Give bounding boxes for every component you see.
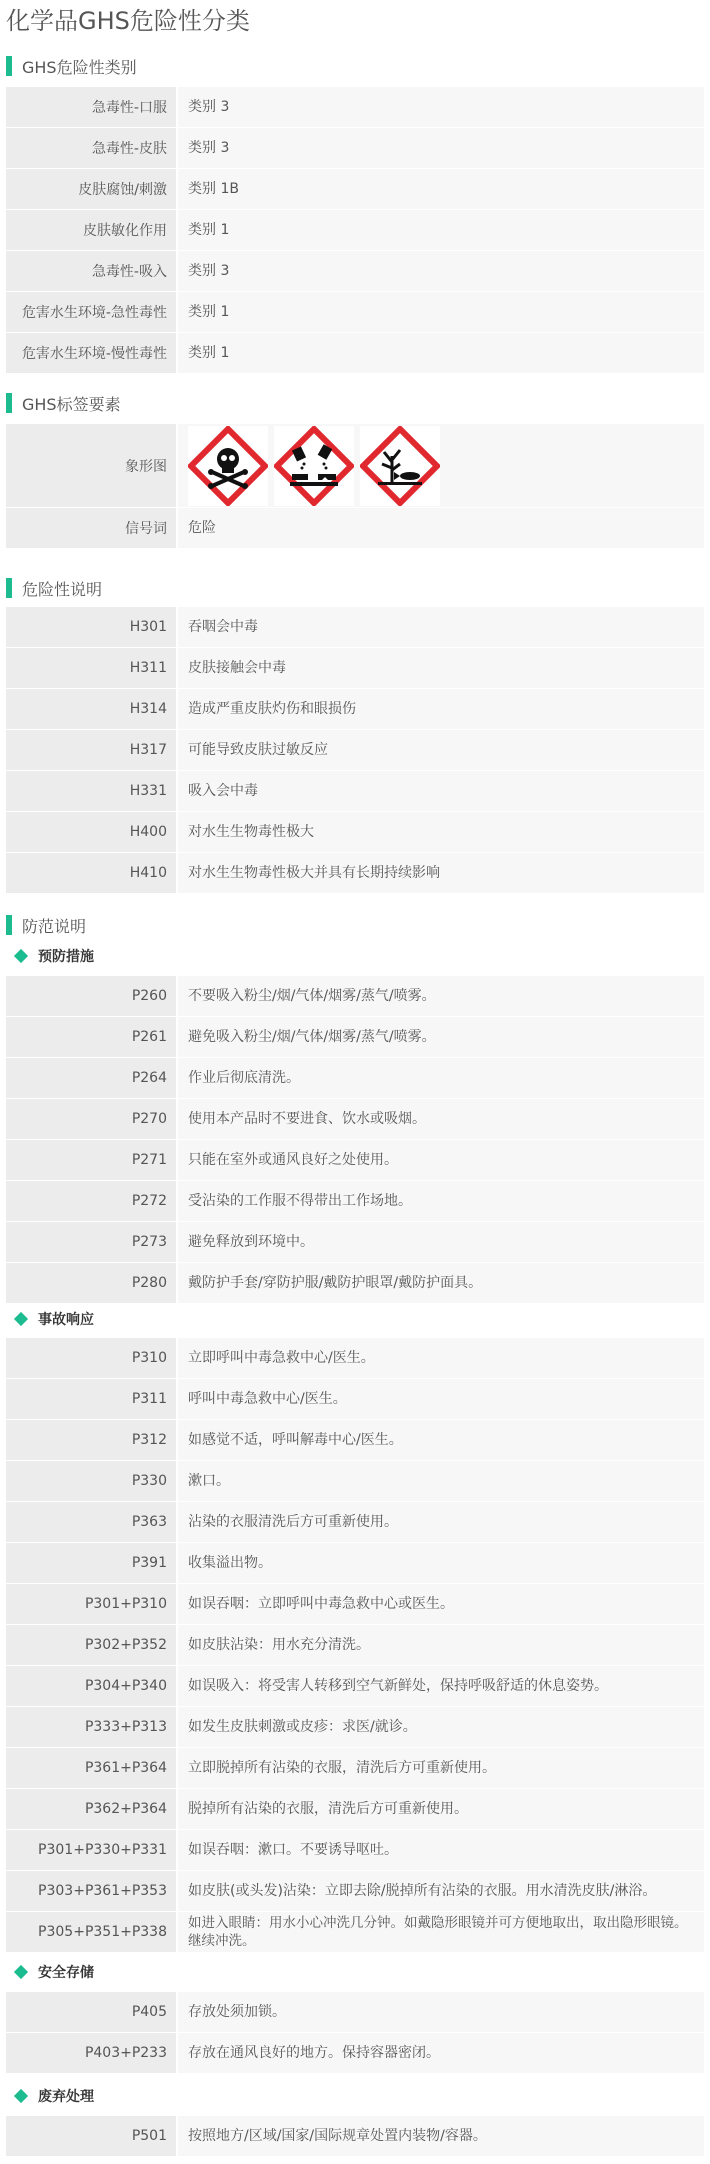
prevention-row-key: P264 <box>6 1058 176 1098</box>
classification-row <box>6 333 704 374</box>
storage-row-value: 存放在通风良好的地方。保持容器密闭。 <box>176 2033 704 2073</box>
section-marker <box>6 915 12 935</box>
section-title: GHS危险性类别 <box>22 57 137 77</box>
section-marker <box>6 578 12 598</box>
hazard-statement-row-key: H301 <box>6 607 176 647</box>
response-row <box>6 1502 704 1543</box>
section-marker <box>6 56 12 76</box>
subsection-title: 事故响应 <box>38 1312 94 1328</box>
section-precaution-heading <box>6 915 86 935</box>
response-row-key: P305+P351+P338 <box>6 1912 176 1952</box>
response-row-value: 呼叫中毒急救中心/医生。 <box>176 1379 704 1419</box>
prevention-row-value: 作业后彻底清洗。 <box>176 1058 704 1098</box>
prevention-row <box>6 1058 704 1099</box>
prevention-row-value: 使用本产品时不要进食、饮水或吸烟。 <box>176 1099 704 1139</box>
response-row-value: 立即脱掉所有沾染的衣服，清洗后方可重新使用。 <box>176 1748 704 1788</box>
response-row-key: P303+P361+P353 <box>6 1871 176 1911</box>
response-row-key: P363 <box>6 1502 176 1542</box>
hazard-statement-row <box>6 730 704 771</box>
classification-row-value: 类别 3 <box>176 128 704 168</box>
hazard-table <box>6 607 704 894</box>
diamond-icon <box>14 1312 28 1326</box>
response-row <box>6 1912 704 1953</box>
skull-crossbones-icon <box>188 426 268 506</box>
storage-row <box>6 2033 704 2074</box>
response-row-value: 如误吞咽：立即呼叫中毒急救中心或医生。 <box>176 1584 704 1624</box>
response-row <box>6 1420 704 1461</box>
hazard-statement-row <box>6 689 704 730</box>
classification-row-key: 急毒性-皮肤 <box>6 128 176 168</box>
hazard-statement-row <box>6 648 704 689</box>
subsection-title: 安全存储 <box>38 1965 94 1981</box>
response-row-key: P301+P310 <box>6 1584 176 1624</box>
response-row-key: P312 <box>6 1420 176 1460</box>
response-row-value: 如误吸入：将受害人转移到空气新鲜处，保持呼吸舒适的休息姿势。 <box>176 1666 704 1706</box>
prevention-row-key: P260 <box>6 976 176 1016</box>
classification-row-value: 类别 3 <box>176 251 704 291</box>
response-row-value: 如感觉不适，呼叫解毒中心/医生。 <box>176 1420 704 1460</box>
classification-table <box>6 87 704 374</box>
prevention-row <box>6 1222 704 1263</box>
classification-row-value: 类别 1B <box>176 169 704 209</box>
pictogram-row <box>6 424 704 508</box>
response-row-key: P302+P352 <box>6 1625 176 1665</box>
classification-row-key: 急毒性-吸入 <box>6 251 176 291</box>
diamond-icon <box>14 1965 28 1979</box>
hazard-statement-row-value: 吸入会中毒 <box>176 771 704 811</box>
response-row <box>6 1666 704 1707</box>
classification-row-key: 危害水生环境-慢性毒性 <box>6 333 176 373</box>
response-row <box>6 1830 704 1871</box>
classification-row <box>6 87 704 128</box>
prevention-row <box>6 1263 704 1304</box>
hazard-statement-row-key: H314 <box>6 689 176 729</box>
disposal-row <box>6 2116 704 2157</box>
prevention-row-value: 避免吸入粉尘/烟/气体/烟雾/蒸气/喷雾。 <box>176 1017 704 1057</box>
response-row-value: 漱口。 <box>176 1461 704 1501</box>
response-row-value: 收集溢出物。 <box>176 1543 704 1583</box>
storage-row <box>6 1992 704 2033</box>
prevention-row-key: P270 <box>6 1099 176 1139</box>
response-row-key: P391 <box>6 1543 176 1583</box>
response-row-value: 沾染的衣服清洗后方可重新使用。 <box>176 1502 704 1542</box>
hazard-statement-row-value: 造成严重皮肤灼伤和眼损伤 <box>176 689 704 729</box>
section-hazard-heading <box>6 578 102 598</box>
page-title: 化学品GHS危险性分类 <box>6 7 250 35</box>
response-row <box>6 1789 704 1830</box>
response-row <box>6 1584 704 1625</box>
hazard-statement-row-value: 皮肤接触会中毒 <box>176 648 704 688</box>
prevention-row <box>6 1017 704 1058</box>
section-classification-heading <box>6 56 137 76</box>
response-row <box>6 1379 704 1420</box>
signal-word-label: 信号词 <box>6 508 176 548</box>
classification-row-key: 危害水生环境-急性毒性 <box>6 292 176 332</box>
subsection-response-heading <box>16 1309 94 1329</box>
response-row-key: P301+P330+P331 <box>6 1830 176 1870</box>
subsection-title: 预防措施 <box>38 949 94 965</box>
response-row-value: 如皮肤沾染：用水充分清洗。 <box>176 1625 704 1665</box>
response-row <box>6 1338 704 1379</box>
response-row <box>6 1625 704 1666</box>
hazard-statement-row-value: 吞咽会中毒 <box>176 607 704 647</box>
classification-row-value: 类别 1 <box>176 333 704 373</box>
classification-row <box>6 210 704 251</box>
hazard-statement-row-key: H410 <box>6 853 176 893</box>
response-row-value: 如误吞咽：漱口。不要诱导呕吐。 <box>176 1830 704 1870</box>
label-table <box>6 424 704 549</box>
pictogram-list <box>176 424 704 507</box>
prevention-row-key: P261 <box>6 1017 176 1057</box>
classification-row <box>6 292 704 333</box>
hazard-statement-row <box>6 853 704 894</box>
classification-row <box>6 128 704 169</box>
section-marker <box>6 393 12 413</box>
prevention-row <box>6 1099 704 1140</box>
prevention-row-key: P273 <box>6 1222 176 1262</box>
classification-row-key: 皮肤腐蚀/刺激 <box>6 169 176 209</box>
environment-icon <box>360 426 440 506</box>
classification-row-key: 急毒性-口服 <box>6 87 176 127</box>
response-row-value: 如发生皮肤刺激或皮疹：求医/就诊。 <box>176 1707 704 1747</box>
hazard-statement-row-value: 可能导致皮肤过敏反应 <box>176 730 704 770</box>
section-title: GHS标签要素 <box>22 394 121 414</box>
disposal-row-key: P501 <box>6 2116 176 2156</box>
response-row-key: P310 <box>6 1338 176 1378</box>
subsection-disposal-heading <box>16 2086 94 2106</box>
hazard-statement-row-key: H317 <box>6 730 176 770</box>
response-row <box>6 1748 704 1789</box>
storage-row-key: P403+P233 <box>6 2033 176 2073</box>
hazard-statement-row-key: H311 <box>6 648 176 688</box>
classification-row-value: 类别 3 <box>176 87 704 127</box>
hazard-statement-row-key: H400 <box>6 812 176 852</box>
prevention-row <box>6 1140 704 1181</box>
response-row-key: P304+P340 <box>6 1666 176 1706</box>
signal-word-value: 危险 <box>176 508 704 548</box>
response-table <box>6 1338 704 1953</box>
prevention-row-key: P280 <box>6 1263 176 1303</box>
response-row <box>6 1707 704 1748</box>
storage-row-key: P405 <box>6 1992 176 2032</box>
hazard-statement-row <box>6 812 704 853</box>
response-row-value: 如皮肤(或头发)沾染：立即去除/脱掉所有沾染的衣服。用水清洗皮肤/淋浴。 <box>176 1871 704 1911</box>
classification-row-key: 皮肤敏化作用 <box>6 210 176 250</box>
pictogram-label: 象形图 <box>6 424 176 507</box>
prevention-row-key: P271 <box>6 1140 176 1180</box>
response-row-value: 脱掉所有沾染的衣服，清洗后方可重新使用。 <box>176 1789 704 1829</box>
prevention-row <box>6 1181 704 1222</box>
prevention-row-key: P272 <box>6 1181 176 1221</box>
classification-row-value: 类别 1 <box>176 210 704 250</box>
response-row-key: P333+P313 <box>6 1707 176 1747</box>
response-row-key: P361+P364 <box>6 1748 176 1788</box>
response-row <box>6 1543 704 1584</box>
response-row-value: 如进入眼睛：用水小心冲洗几分钟。如戴隐形眼镜并可方便地取出，取出隐形眼镜。继续冲洗。 <box>176 1912 704 1952</box>
section-title: 防范说明 <box>22 916 87 936</box>
diamond-icon <box>14 949 28 963</box>
storage-row-value: 存放处须加锁。 <box>176 1992 704 2032</box>
hazard-statement-row-key: H331 <box>6 771 176 811</box>
subsection-title: 废弃处理 <box>38 2089 94 2105</box>
response-row-key: P330 <box>6 1461 176 1501</box>
classification-row <box>6 169 704 210</box>
prevention-table <box>6 976 704 1304</box>
response-row-value: 立即呼叫中毒急救中心/医生。 <box>176 1338 704 1378</box>
prevention-row-value: 避免释放到环境中。 <box>176 1222 704 1262</box>
disposal-table <box>6 2116 704 2157</box>
diamond-icon <box>14 2089 28 2103</box>
hazard-statement-row-value: 对水生生物毒性极大并具有长期持续影响 <box>176 853 704 893</box>
response-row-key: P362+P364 <box>6 1789 176 1829</box>
corrosion-icon <box>274 426 354 506</box>
response-row <box>6 1461 704 1502</box>
prevention-row-value: 只能在室外或通风良好之处使用。 <box>176 1140 704 1180</box>
hazard-statement-row <box>6 607 704 648</box>
storage-table <box>6 1992 704 2074</box>
section-title: 危险性说明 <box>22 579 103 599</box>
prevention-row <box>6 976 704 1017</box>
response-row-key: P311 <box>6 1379 176 1419</box>
prevention-row-value: 受沾染的工作服不得带出工作场地。 <box>176 1181 704 1221</box>
response-row <box>6 1871 704 1912</box>
section-label-heading <box>6 393 121 413</box>
disposal-row-value: 按照地方/区域/国家/国际规章处置内装物/容器。 <box>176 2116 704 2156</box>
classification-row <box>6 251 704 292</box>
prevention-row-value: 不要吸入粉尘/烟/气体/烟雾/蒸气/喷雾。 <box>176 976 704 1016</box>
subsection-prevention-heading <box>16 946 94 966</box>
prevention-row-value: 戴防护手套/穿防护服/戴防护眼罩/戴防护面具。 <box>176 1263 704 1303</box>
subsection-storage-heading <box>16 1962 94 1982</box>
hazard-statement-row <box>6 771 704 812</box>
hazard-statement-row-value: 对水生生物毒性极大 <box>176 812 704 852</box>
classification-row-value: 类别 1 <box>176 292 704 332</box>
signal-word-row <box>6 508 704 549</box>
